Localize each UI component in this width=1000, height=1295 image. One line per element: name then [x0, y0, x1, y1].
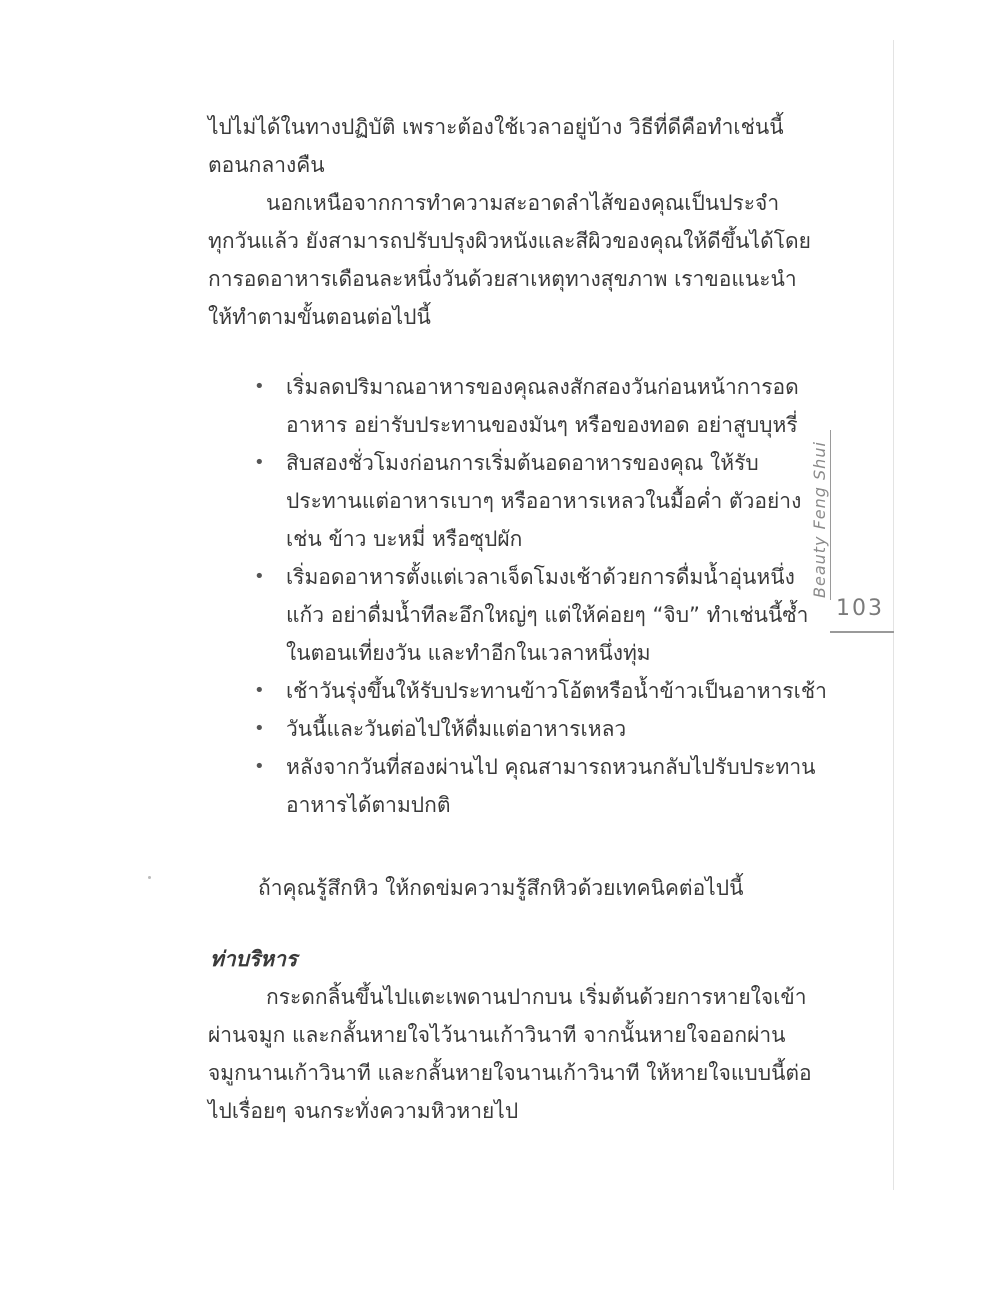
bullet-icon: • [254, 680, 265, 701]
intro-paragraph [208, 108, 811, 336]
exercise-line: กระดกลิ้นขึ้นไปแตะเพดานปากบน เริ่มต้นด้วยการหายใจเข้า [266, 985, 807, 1009]
scan-speck [148, 876, 151, 879]
exercise-line: ผ่านจมูก และกลั้นหายใจไว้นานเก้าวินาที จากนั้นหายใจออกผ่าน [208, 1023, 786, 1047]
bullet-icon: • [254, 756, 265, 777]
bullet-line: ประทานแต่อาหารเบาๆ หรืออาหารเหลวในมื้อค่ำ ตัวอย่าง [286, 489, 802, 513]
hunger-question: ถ้าคุณรู้สึกหิว ให้กดข่มความรู้สึกหิวด้วยเทคนิคต่อไปนี้ [258, 876, 744, 900]
exercise-line: ไปเรื่อยๆ จนกระทั่งความหิวหายไป [208, 1099, 519, 1123]
running-book-title: Beauty Feng Shui [810, 441, 829, 598]
bullet-icon: • [254, 718, 265, 739]
steps-bullet-list [250, 368, 827, 824]
bullet-line: อาหารได้ตามปกติ [286, 793, 451, 817]
bullet-line: สิบสองชั่วโมงก่อนการเริ่มต้นอดอาหารของคุณ ให้รับ [286, 451, 759, 475]
bullet-line: เริ่มอดอาหารตั้งแต่เวลาเจ็ดโมงเช้าด้วยการดื่มน้ำอุ่นหนึ่ง [286, 565, 795, 589]
intro-line: ทุกวันแล้ว ยังสามารถปรับปรุงผิวหนังและสีผิวของคุณให้ดีขึ้นได้โดย [208, 229, 811, 253]
bullet-icon: • [254, 452, 265, 473]
bullet-line: ในตอนเที่ยงวัน และทำอีกในเวลาหนึ่งทุ่ม [286, 641, 651, 665]
bullet-line: เริ่มลดปริมาณอาหารของคุณลงสักสองวันก่อนหน้าการอด [286, 375, 799, 399]
list-item [250, 672, 827, 710]
bullet-line: หลังจากวันที่สองผ่านไป คุณสามารถหวนกลับไปรับประทาน [286, 755, 816, 779]
bullet-line: วันนี้และวันต่อไปให้ดื่มแต่อาหารเหลว [286, 717, 627, 741]
bullet-line: อาหาร อย่ารับประทานของมันๆ หรือของทอด อย่าสูบบุหรี่ [286, 413, 798, 437]
list-item [250, 748, 820, 824]
bullet-line: เช่น ข้าว บะหมี่ หรือซุปผัก [286, 527, 523, 551]
exercise-paragraph [208, 978, 812, 1130]
list-item [250, 368, 820, 444]
bullet-icon: • [254, 376, 265, 397]
page-edge-line [893, 40, 894, 1190]
intro-line: การอดอาหารเดือนละหนึ่งวันด้วยสาเหตุทางสุขภาพ เราขอแนะนำ [208, 267, 797, 291]
list-item [250, 558, 820, 672]
exercise-heading: ท่าบริหาร [210, 947, 298, 971]
list-item [250, 710, 820, 748]
bullet-icon: • [254, 566, 265, 587]
exercise-line: จมูกนานเก้าวินาที และกลั้นหายใจนานเก้าวินาที ให้หายใจแบบนี้ต่อ [208, 1061, 812, 1085]
list-item [250, 444, 820, 558]
intro-line: ตอนกลางคืน [208, 153, 325, 177]
bullet-line: แก้ว อย่าดื่มน้ำทีละอึกใหญ่ๆ แต่ให้ค่อยๆ “จิบ” ทำเช่นนี้ซ้ำ [286, 603, 809, 627]
page-number-rule [830, 631, 894, 633]
intro-line: ไปไม่ได้ในทางปฏิบัติ เพราะต้องใช้เวลาอยู่บ้าง วิธีที่ดีคือทำเช่นนี้ [208, 115, 784, 139]
bullet-line: เช้าวันรุ่งขึ้นให้รับประทานข้าวโอ้ตหรือน้ำข้าวเป็นอาหารเช้า [286, 679, 827, 703]
intro-line: ให้ทำตามขั้นตอนต่อไปนี้ [208, 305, 431, 329]
page-number: 103 [836, 596, 884, 621]
intro-line: นอกเหนือจากการทำความสะอาดลำไส้ของคุณเป็นประจำ [266, 191, 780, 215]
